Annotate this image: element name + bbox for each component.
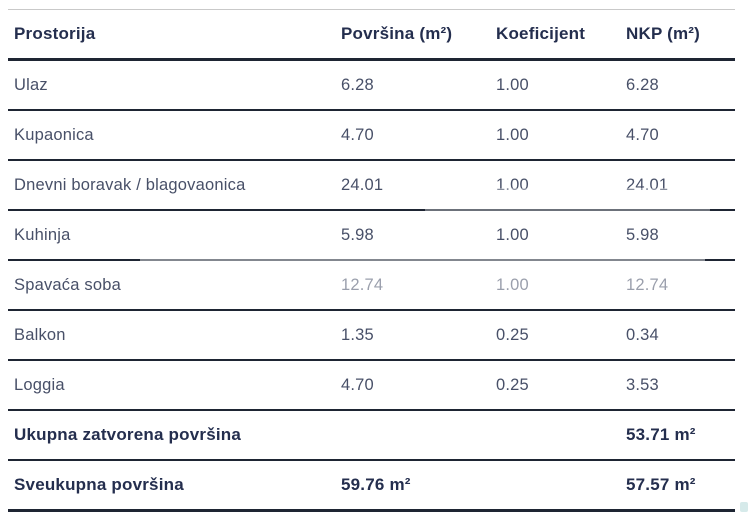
coefficient-cell: 0.25 — [496, 325, 529, 344]
area-cell: 5.98 — [341, 225, 374, 244]
nkp-cell: 53.71 m² — [626, 425, 696, 444]
coefficient-cell: 1.00 — [496, 175, 529, 194]
table-row — [8, 211, 735, 261]
coefficient-cell: 1.00 — [496, 125, 529, 144]
area-cell: 59.76 m² — [341, 475, 411, 494]
header-area: Površina (m²) — [341, 24, 453, 43]
area-cell: 6.28 — [341, 75, 374, 94]
table-row — [8, 311, 735, 361]
header-coefficient: Koeficijent — [496, 24, 586, 43]
table-row — [8, 61, 735, 111]
room-name-cell: Loggia — [14, 375, 65, 394]
nkp-cell: 57.57 m² — [626, 475, 696, 494]
summary-row-enclosed-area — [8, 411, 735, 461]
watermark-speck — [740, 502, 748, 512]
nkp-cell: 4.70 — [626, 125, 659, 144]
room-name-cell: Ulaz — [14, 75, 48, 94]
summary-label: Ukupna zatvorena površina — [14, 425, 242, 444]
room-name-cell: Kuhinja — [14, 225, 71, 244]
room-name-cell: Balkon — [14, 325, 66, 344]
table-row — [8, 161, 735, 211]
nkp-cell: 6.28 — [626, 75, 659, 94]
table-row — [8, 111, 735, 161]
coefficient-cell: 1.00 — [496, 75, 529, 94]
room-name-cell: Spavaća soba — [14, 275, 121, 294]
nkp-cell: 24.01 — [626, 175, 669, 194]
nkp-cell: 5.98 — [626, 225, 659, 244]
room-name-cell: Kupaonica — [14, 125, 94, 144]
area-cell: 1.35 — [341, 325, 374, 344]
coefficient-cell: 1.00 — [496, 275, 529, 294]
area-cell: 24.01 — [341, 175, 384, 194]
coefficient-cell: 1.00 — [496, 225, 529, 244]
table-row — [8, 361, 735, 411]
area-cell: 4.70 — [341, 375, 374, 394]
room-area-table — [8, 9, 735, 512]
nkp-cell: 3.53 — [626, 375, 659, 394]
nkp-cell: 12.74 — [626, 275, 669, 294]
header-room: Prostorija — [14, 24, 96, 43]
summary-row-total-area — [8, 461, 735, 512]
area-cell: 12.74 — [341, 275, 384, 294]
table-row — [8, 261, 735, 311]
coefficient-cell: 0.25 — [496, 375, 529, 394]
room-name-cell: Dnevni boravak / blagovaonica — [14, 175, 246, 194]
nkp-cell: 0.34 — [626, 325, 659, 344]
table-header-row — [8, 9, 735, 61]
area-cell: 4.70 — [341, 125, 374, 144]
header-nkp: NKP (m²) — [626, 24, 701, 43]
summary-label: Sveukupna površina — [14, 475, 184, 494]
